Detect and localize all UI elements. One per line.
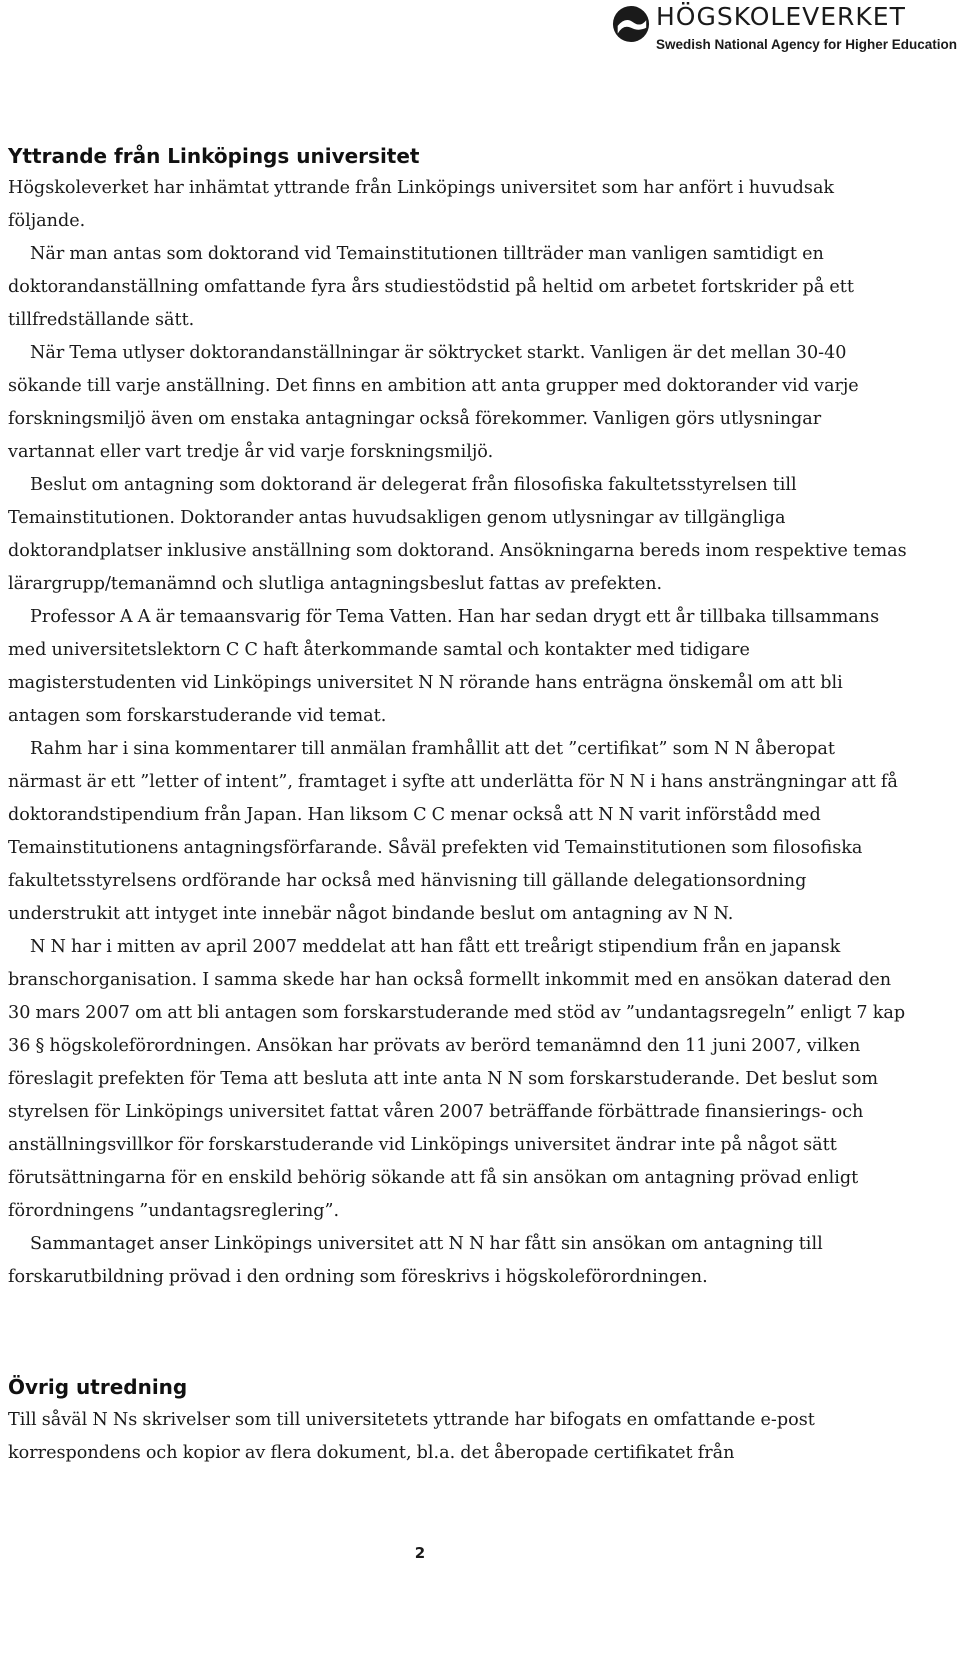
paragraph: När man antas som doktorand vid Temainstitutionen tillträder man vanligen samtidigt en doktorandanställning omfattande fyra års studiestödstid på heltid om arbetet fortskrider på ett tillfredställande sätt. [8,244,854,330]
section-university-statement [8,140,908,1294]
agency-logo [612,4,958,56]
page-number: 2 [414,1544,426,1562]
section-heading: Yttrande från Linköpings universitet [8,144,420,168]
section-heading: Övrig utredning [8,1375,188,1399]
section-body [8,1404,908,1470]
logo-subtitle: Swedish National Agency for Higher Education [656,37,958,52]
paragraph: Till såväl N Ns skrivelser som till universitetets yttrande har bifogats en omfattande e-post korrespondens och kopior av flera dokument, bl.a. det åberopade certifikatet från [8,1410,815,1463]
paragraph: Sammantaget anser Linköpings universitet att N N har fått sin ansökan om antagning till forskarutbildning prövad i den ordning som föreskrivs i högskoleförordningen. [8,1234,823,1287]
paragraph: Rahm har i sina kommentarer till anmälan framhållit att det ”certifikat” som N N åberopat närmast är ett ”letter of intent”, framtaget i syfte att underlätta för N N i hans ansträngningar att få doktorandstipendium från Japan. Han liksom C C menar också att N N varit införstådd med Temainstitutionens antagningsförfarande. Såväl prefekten vid Temainstitutionen som filosofiska fakultetsstyrelsens ordförande har också med hänvisning till gällande delegationsordning understrukit att intyget inte innebär något bindande beslut om antagning av N N. [8,739,898,924]
paragraph: N N har i mitten av april 2007 meddelat att han fått ett treårigt stipendium från en japansk branschorganisation. I samma skede har han också formellt inkommit med en ansökan daterad den 30 mars 2007 om att bli antagen som forskarstuderande med stöd av ”undantagsregeln” enligt 7 kap 36 § högskoleförordningen. Ansökan har prövats av berörd temanämnd den 11 juni 2007, vilken föreslagit prefekten för Tema att besluta att inte anta N N som forskarstuderande. Det beslut som styrelsen för Linköpings universitet fattat våren 2007 beträffande förbättrade finansierings- och anställningsvillkor för forskarstuderande vid Linköpings universitet ändrar inte på något sätt förutsättningarna för en enskild behörig sökande att få sin ansökan om antagning prövad enligt förordningens ”undantagsreglering”. [8,937,906,1221]
paragraph: Beslut om antagning som doktorand är delegerat från filosofiska fakultetsstyrelsen till Temainstitutionen. Doktorander antas huvudsakligen genom utlysningar av tillgängliga doktorandplatser inklusive anställning som doktorand. Ansökningarna bereds inom respektive temas lärargrupp/temanämnd och slutliga antagningsbeslut fattas av prefekten. [8,475,907,594]
logo-title: HÖGSKOLEVERKET [656,2,906,31]
paragraph: Professor A A är temaansvarig för Tema Vatten. Han har sedan drygt ett år tillbaka tillsammans med universitetslektorn C C haft återkommande samtal och kontakter med tidigare magisterstudenten vid Linköpings universitet N N rörande hans enträgna önskemål om att bli antagen som forskarstuderande vid temat. [8,607,880,726]
paragraph: När Tema utlyser doktorandanställningar är söktrycket starkt. Vanligen är det mellan 30-40 sökande till varje anställning. Det finns en ambition att anta grupper med doktorander vid varje forskningsmiljö även om enstaka antagningar också förekommer. Vanligen görs utlysningar vartannat eller vart tredje år vid varje forskningsmiljö. [8,343,859,462]
section-other-investigation [8,1370,908,1470]
section-body [8,172,908,1294]
agency-emblem-icon [612,5,650,43]
paragraph: Högskoleverket har inhämtat yttrande från Linköpings universitet som har anfört i huvudsak följande. [8,178,835,231]
